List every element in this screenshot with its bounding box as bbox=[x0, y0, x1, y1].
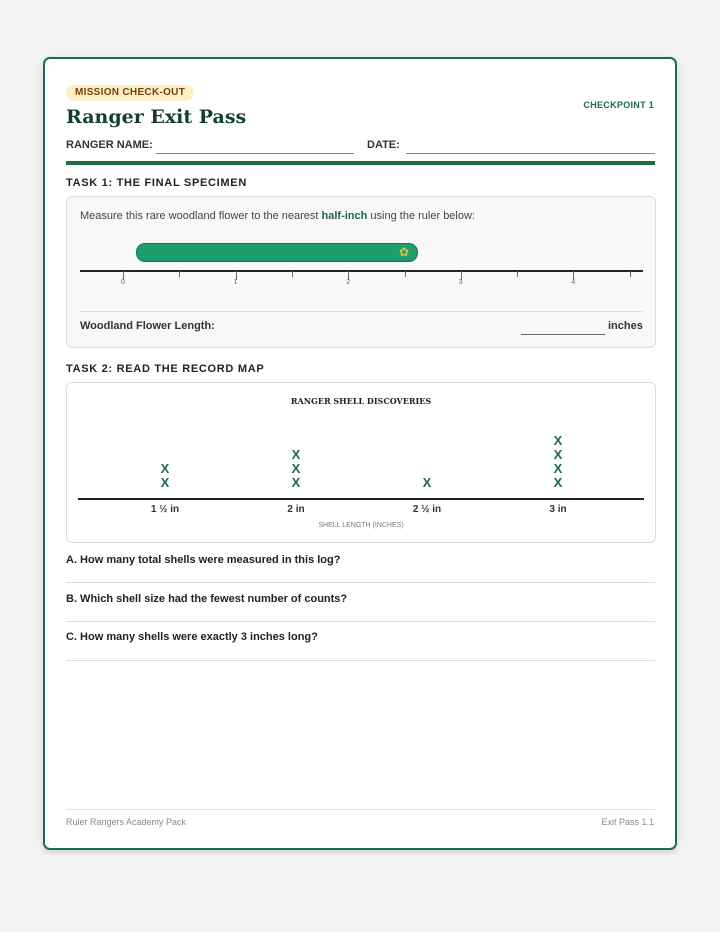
flower-length-label: Woodland Flower Length: bbox=[80, 320, 215, 332]
ruler-tick-label: 1 bbox=[233, 279, 238, 286]
instruction-text: Measure this rare woodland flower to the nearest bbox=[80, 210, 322, 222]
plot-x-mark: X bbox=[422, 475, 432, 490]
question-a: A. How many total shells were measured in this log? bbox=[66, 554, 341, 566]
plot-x-mark: X bbox=[160, 461, 170, 476]
answer-line-b[interactable] bbox=[66, 621, 655, 622]
ruler bbox=[80, 270, 643, 272]
ruler-half-tick bbox=[292, 271, 293, 277]
plot-x-mark: X bbox=[160, 475, 170, 490]
line-plot-title: RANGER SHELL DISCOVERIES bbox=[290, 396, 432, 406]
instruction-text-end: using the ruler below: bbox=[367, 210, 475, 222]
ruler-half-tick bbox=[179, 271, 180, 277]
footer-left: Ruler Rangers Academy Pack bbox=[66, 817, 187, 827]
ruler-tick-label: 2 bbox=[346, 279, 351, 286]
answer-line-c[interactable] bbox=[66, 660, 655, 661]
ruler-tick-label: 3 bbox=[458, 279, 463, 286]
plot-x-mark: X bbox=[291, 447, 301, 462]
plot-x-mark: X bbox=[291, 475, 301, 490]
plot-x-mark: X bbox=[291, 461, 301, 476]
flower-length-unit: inches bbox=[608, 320, 643, 332]
plot-x-mark: X bbox=[553, 475, 563, 490]
line-plot-axis bbox=[78, 498, 644, 500]
exit-pass-card bbox=[43, 57, 677, 850]
question-b: B. Which shell size had the fewest number of counts? bbox=[66, 593, 348, 605]
header-divider bbox=[66, 161, 655, 165]
ruler-tick-label: 0 bbox=[121, 279, 125, 286]
ranger-name-label: RANGER NAME: bbox=[66, 139, 153, 151]
answer-line-a[interactable] bbox=[66, 582, 655, 583]
ruler-tick-label: 4 bbox=[571, 279, 576, 286]
line-plot-box bbox=[66, 382, 656, 543]
ruler-half-tick bbox=[517, 271, 518, 277]
page-title: Ranger Exit Pass bbox=[66, 106, 247, 128]
plot-category-label: 2 in bbox=[287, 504, 305, 515]
date-label: DATE: bbox=[367, 139, 400, 151]
flower-icon: ✿ bbox=[398, 245, 409, 259]
footer-divider bbox=[66, 809, 655, 810]
line-plot-axis-title: SHELL LENGTH (INCHES) bbox=[318, 522, 404, 529]
plot-x-mark: X bbox=[553, 461, 563, 476]
plot-category-label: 3 in bbox=[549, 504, 567, 515]
task2-title: TASK 2: READ THE RECORD MAP bbox=[66, 363, 265, 375]
plot-category-label: 1 ½ in bbox=[150, 504, 180, 515]
task1-box bbox=[66, 196, 656, 348]
footer-right: Exit Pass 1.1 bbox=[601, 817, 654, 827]
checkpoint-label: CHECKPOINT 1 bbox=[583, 100, 654, 110]
instruction-emphasis: half-inch bbox=[321, 210, 368, 222]
mission-badge: MISSION CHECK-OUT bbox=[66, 85, 194, 101]
ranger-name-field[interactable] bbox=[156, 153, 354, 154]
woodland-flower bbox=[136, 243, 418, 262]
question-c: C. How many shells were exactly 3 inches long? bbox=[66, 631, 318, 643]
task1-instruction bbox=[80, 210, 475, 222]
task1-separator bbox=[80, 311, 643, 312]
plot-x-mark: X bbox=[553, 433, 563, 448]
flower-length-answer-field[interactable] bbox=[521, 334, 605, 335]
date-field[interactable] bbox=[406, 153, 655, 154]
ruler-half-tick bbox=[405, 271, 406, 277]
plot-category-label: 2 ½ in bbox=[412, 504, 442, 515]
plot-x-mark: X bbox=[553, 447, 563, 462]
ruler-half-tick bbox=[630, 271, 631, 277]
task1-title: TASK 1: THE FINAL SPECIMEN bbox=[66, 177, 247, 189]
